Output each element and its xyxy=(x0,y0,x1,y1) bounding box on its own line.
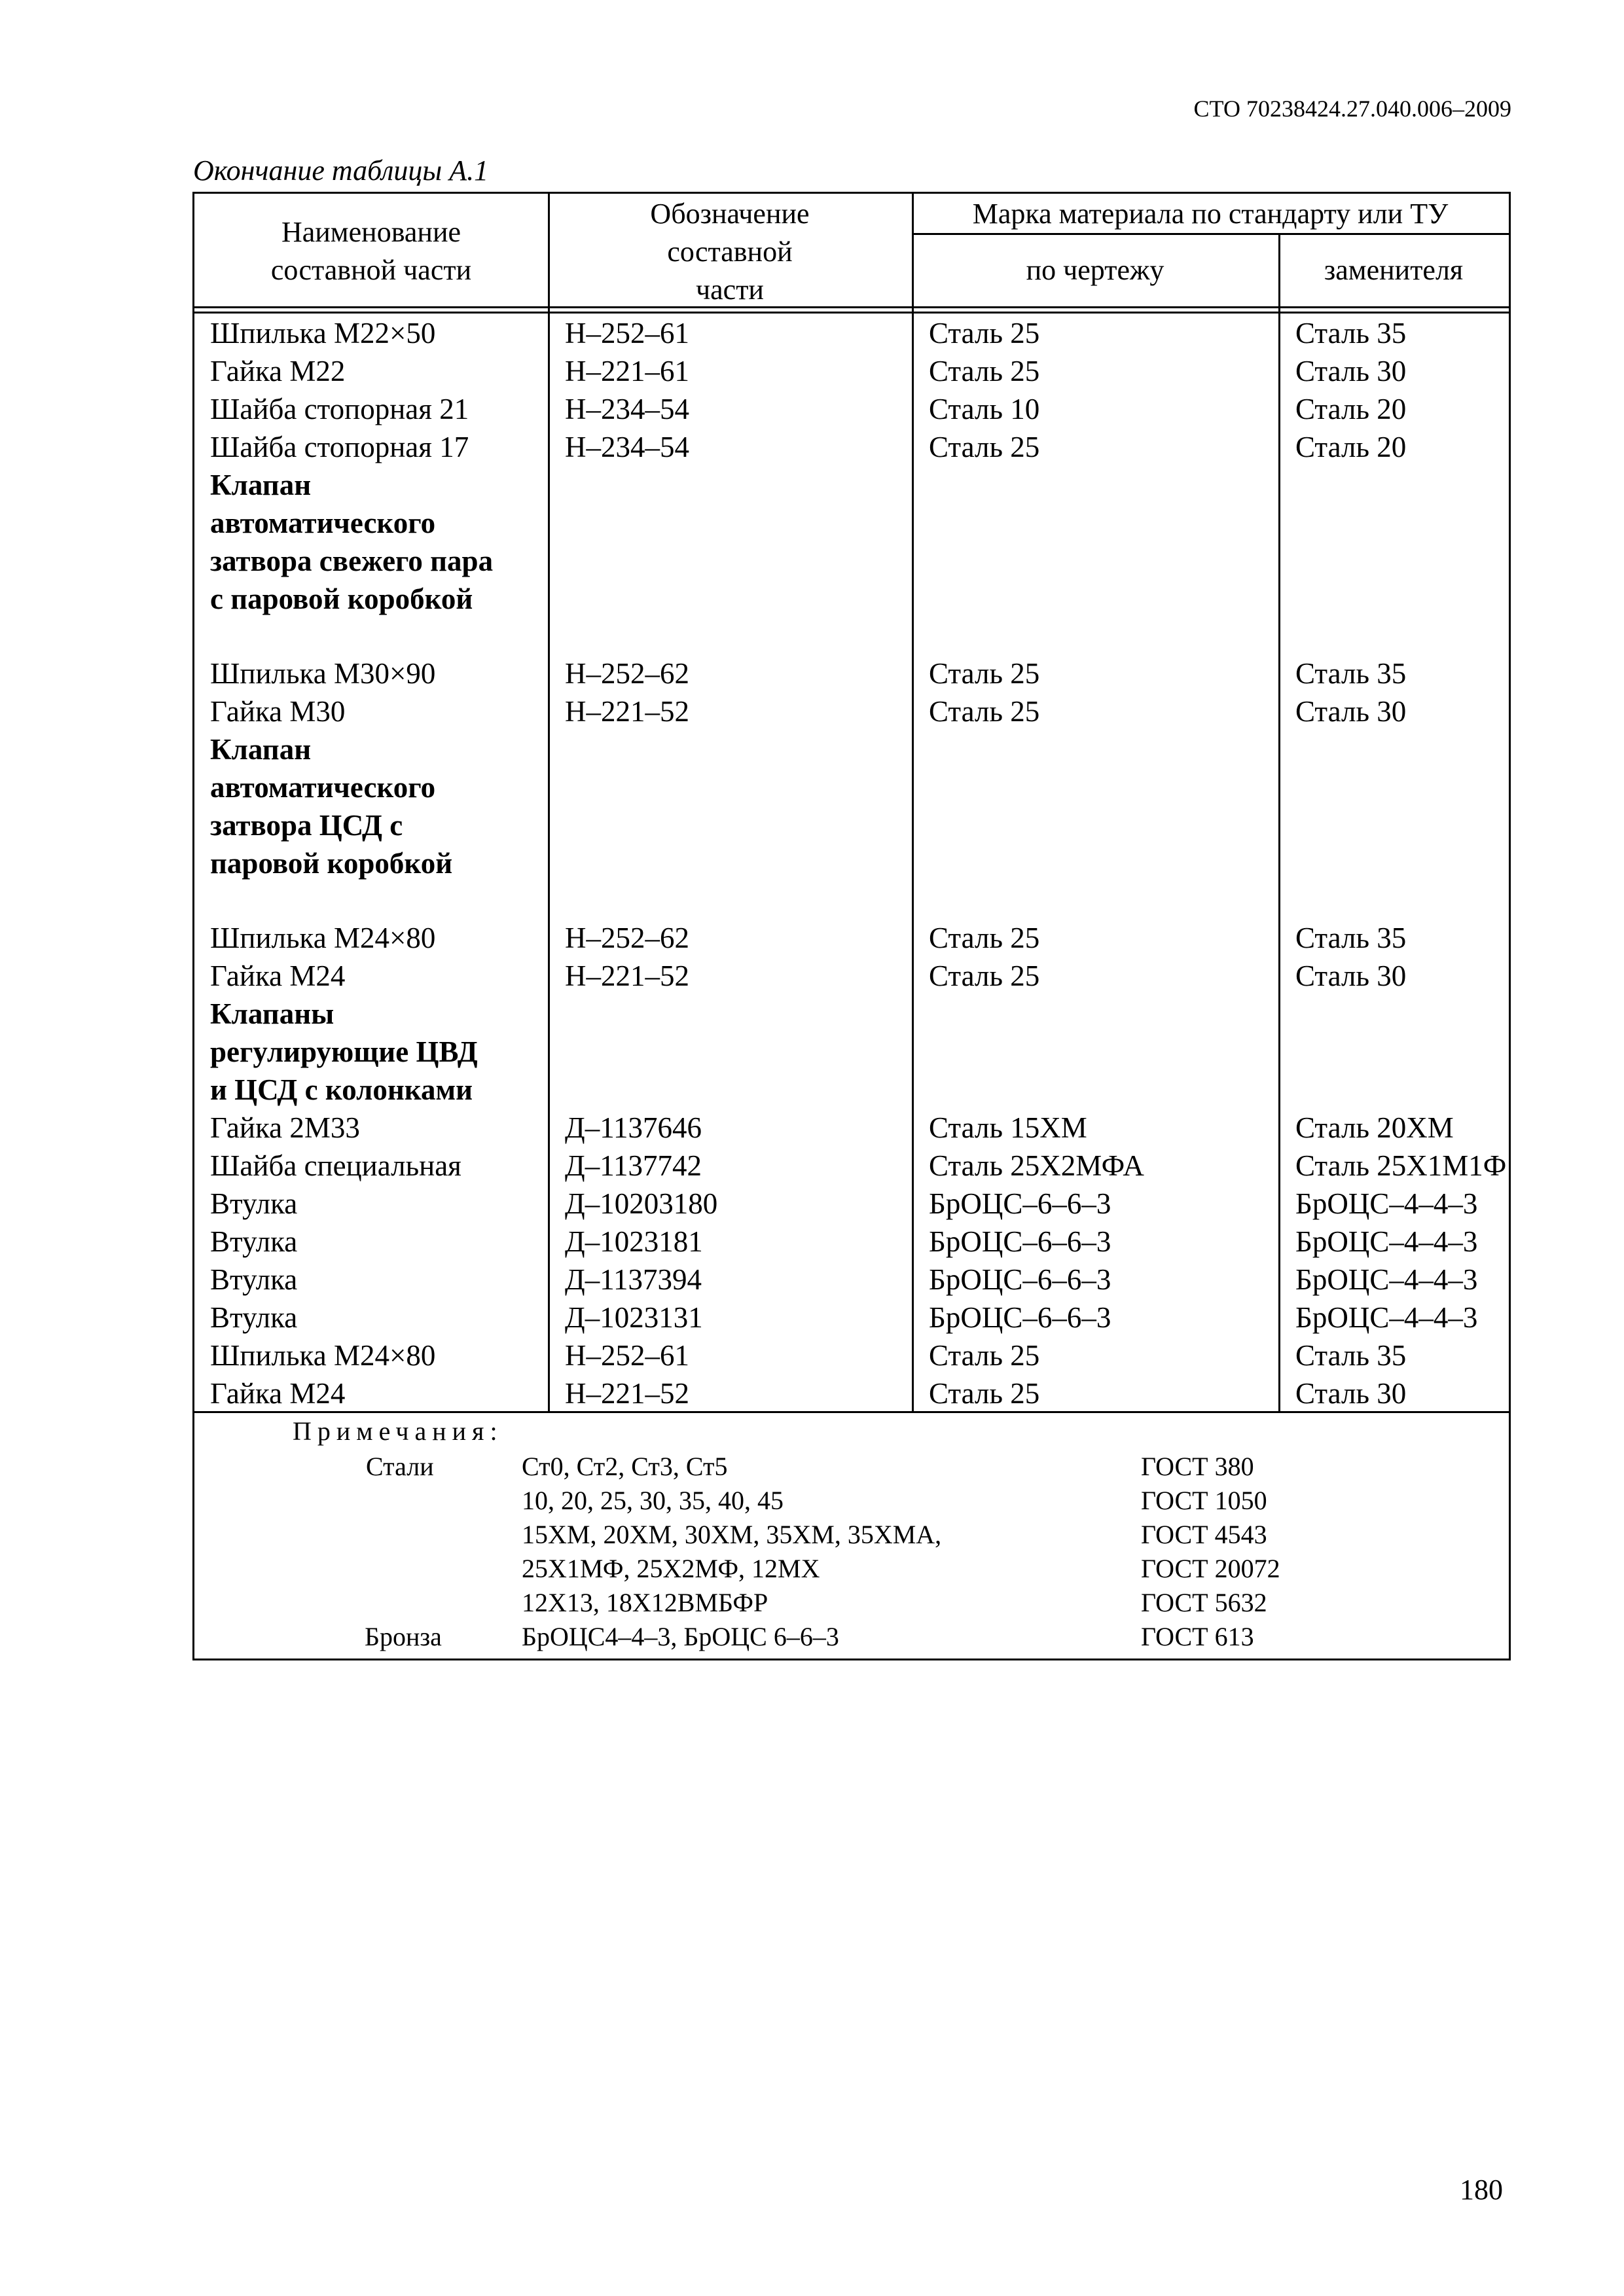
cell-designation: Н–221–52 xyxy=(565,960,689,992)
section-heading-row xyxy=(194,768,1509,806)
cell-substitute-material: Сталь 30 xyxy=(1295,960,1407,992)
cell-name: регулирующие ЦВД xyxy=(210,1035,478,1068)
cell-drawing-material: БрОЦС–6–6–3 xyxy=(929,1263,1111,1296)
notes-materials: 12Х13, 18Х12ВМБФР xyxy=(522,1588,768,1617)
notes-standard: ГОСТ 1050 xyxy=(1141,1486,1267,1515)
table-row xyxy=(194,1336,1509,1374)
section-heading-row xyxy=(194,995,1509,1033)
cell-name: Втулка xyxy=(210,1301,298,1334)
cell-drawing-material: Сталь 25Х2МФА xyxy=(929,1149,1144,1182)
cell-drawing-material: Сталь 15ХМ xyxy=(929,1111,1087,1144)
cell-name: и ЦСД с колонками xyxy=(210,1073,473,1106)
header-name-line-2: составной части xyxy=(270,254,472,286)
materials-table xyxy=(192,192,1511,1660)
notes-materials: БрОЦС4–4–3, БрОЦС 6–6–3 xyxy=(522,1622,839,1651)
cell-designation: Н–234–54 xyxy=(565,431,689,463)
table-row xyxy=(194,655,1509,692)
cell-designation: Н–252–61 xyxy=(565,1339,689,1372)
cell-drawing-material: Сталь 25 xyxy=(929,355,1040,387)
section-heading-row xyxy=(194,504,1509,542)
cell-name: Гайка М30 xyxy=(210,695,346,728)
notes-standard: ГОСТ 380 xyxy=(1141,1452,1254,1481)
header-name xyxy=(194,213,548,289)
table-row xyxy=(194,692,1509,730)
cell-name: затвора свежего пара xyxy=(210,545,494,577)
section-heading-row xyxy=(194,580,1509,618)
header-material-group: Марка материала по стандарту или ТУ xyxy=(972,198,1449,230)
cell-name: Клапаны xyxy=(210,997,334,1030)
cell-substitute-material: Сталь 35 xyxy=(1295,922,1407,954)
cell-name: Шайба стопорная 21 xyxy=(210,393,469,425)
header-substitute: заменителя xyxy=(1324,254,1464,286)
cell-substitute-material: Сталь 30 xyxy=(1295,355,1407,387)
notes-label: Бронза xyxy=(365,1622,442,1651)
cell-substitute-material: Сталь 20 xyxy=(1295,431,1407,463)
cell-name: паровой коробкой xyxy=(210,847,453,880)
cell-name: Шпилька М30×90 xyxy=(210,657,436,690)
table-row xyxy=(194,1223,1509,1261)
cell-designation: Д–1137742 xyxy=(565,1149,702,1182)
notes-materials: Ст0, Ст2, Ст3, Ст5 xyxy=(522,1452,728,1481)
cell-name: Гайка 2М33 xyxy=(210,1111,360,1144)
cell-drawing-material: Сталь 25 xyxy=(929,1377,1040,1410)
table-row xyxy=(194,390,1509,428)
table-row xyxy=(194,1299,1509,1336)
cell-name: Клапан xyxy=(210,733,312,766)
cell-drawing-material: БрОЦС–6–6–3 xyxy=(929,1187,1111,1220)
cell-designation: Д–1023181 xyxy=(565,1225,703,1258)
table-row xyxy=(194,1109,1509,1147)
notes-label: Стали xyxy=(366,1452,434,1481)
notes-materials: 25Х1МФ, 25Х2МФ, 12МХ xyxy=(522,1554,820,1583)
notes-materials: 10, 20, 25, 30, 35, 40, 45 xyxy=(522,1486,784,1515)
document-code: СТО 70238424.27.040.006–2009 xyxy=(1193,96,1511,122)
section-heading-row xyxy=(194,542,1509,580)
header-bottom-rule-double xyxy=(194,312,1509,314)
cell-designation: Н–221–52 xyxy=(565,1377,689,1410)
table-row xyxy=(194,1147,1509,1185)
cell-drawing-material: Сталь 25 xyxy=(929,695,1040,728)
table-caption: Окончание таблицы А.1 xyxy=(193,154,489,187)
section-heading-row xyxy=(194,844,1509,882)
cell-substitute-material: БрОЦС–4–4–3 xyxy=(1295,1187,1478,1220)
cell-drawing-material: БрОЦС–6–6–3 xyxy=(929,1301,1111,1334)
cell-designation: Н–234–54 xyxy=(565,393,689,425)
header-name-line-1: Наименование xyxy=(281,216,461,248)
table-row xyxy=(194,428,1509,466)
cell-substitute-material: Сталь 25Х1М1Ф xyxy=(1295,1149,1507,1182)
cell-name: Шпилька М24×80 xyxy=(210,1339,436,1372)
cell-name: Втулка xyxy=(210,1263,298,1296)
cell-name: Втулка xyxy=(210,1225,298,1258)
header-designation-line-1: Обозначение xyxy=(650,198,810,230)
cell-designation: Д–10203180 xyxy=(565,1187,718,1220)
cell-name: Гайка М24 xyxy=(210,1377,346,1410)
cell-name: Шайба специальная xyxy=(210,1149,461,1182)
cell-substitute-material: Сталь 35 xyxy=(1295,657,1407,690)
cell-substitute-material: Сталь 20ХМ xyxy=(1295,1111,1454,1144)
header-designation-line-2: составной xyxy=(667,236,793,268)
cell-name: Шпилька М24×80 xyxy=(210,922,436,954)
cell-substitute-material: Сталь 35 xyxy=(1295,1339,1407,1372)
notes-standard: ГОСТ 4543 xyxy=(1141,1520,1267,1549)
section-heading-row xyxy=(194,806,1509,844)
cell-designation: Н–252–61 xyxy=(565,317,689,350)
cell-designation: Н–221–61 xyxy=(565,355,689,387)
header-drawing: по чертежу xyxy=(1026,254,1164,286)
cell-designation: Д–1137646 xyxy=(565,1111,702,1144)
cell-designation: Н–252–62 xyxy=(565,922,689,954)
cell-designation: Д–1137394 xyxy=(565,1263,702,1296)
cell-name: Клапан xyxy=(210,469,312,501)
table-row xyxy=(194,314,1509,352)
cell-name: с паровой коробкой xyxy=(210,583,473,615)
cell-drawing-material: Сталь 25 xyxy=(929,317,1040,350)
cell-designation: Н–252–62 xyxy=(565,657,689,690)
table-row xyxy=(194,352,1509,390)
cell-name: автоматического xyxy=(210,771,436,804)
section-heading-row xyxy=(194,1071,1509,1109)
notes-title: Примечания: xyxy=(293,1416,503,1446)
cell-substitute-material: БрОЦС–4–4–3 xyxy=(1295,1301,1478,1334)
section-heading-row xyxy=(194,466,1509,504)
cell-substitute-material: Сталь 35 xyxy=(1295,317,1407,350)
table-row xyxy=(194,1185,1509,1223)
notes-materials: 15ХМ, 20ХМ, 30ХМ, 35ХМ, 35ХМА, xyxy=(522,1520,942,1549)
cell-drawing-material: Сталь 25 xyxy=(929,960,1040,992)
cell-designation: Д–1023131 xyxy=(565,1301,703,1334)
cell-name: Гайка М24 xyxy=(210,960,346,992)
header-subdivider xyxy=(912,233,1509,235)
cell-drawing-material: Сталь 25 xyxy=(929,431,1040,463)
cell-drawing-material: БрОЦС–6–6–3 xyxy=(929,1225,1111,1258)
cell-substitute-material: БрОЦС–4–4–3 xyxy=(1295,1225,1478,1258)
header-designation-line-3: части xyxy=(696,274,764,306)
cell-drawing-material: Сталь 10 xyxy=(929,393,1040,425)
cell-substitute-material: Сталь 30 xyxy=(1295,1377,1407,1410)
cell-name: Шайба стопорная 17 xyxy=(210,431,469,463)
cell-drawing-material: Сталь 25 xyxy=(929,922,1040,954)
table-row xyxy=(194,1261,1509,1299)
cell-substitute-material: Сталь 20 xyxy=(1295,393,1407,425)
table-row xyxy=(194,1374,1509,1412)
cell-drawing-material: Сталь 25 xyxy=(929,1339,1040,1372)
table-row xyxy=(194,957,1509,995)
table-row xyxy=(194,919,1509,957)
section-heading-row xyxy=(194,1033,1509,1071)
notes-standard: ГОСТ 20072 xyxy=(1141,1554,1280,1583)
notes-standard: ГОСТ 5632 xyxy=(1141,1588,1267,1617)
page-number: 180 xyxy=(1460,2174,1503,2206)
header-designation xyxy=(548,195,912,309)
cell-name: Втулка xyxy=(210,1187,298,1220)
notes-standard: ГОСТ 613 xyxy=(1141,1622,1254,1651)
section-heading-row xyxy=(194,730,1509,768)
cell-name: Шпилька М22×50 xyxy=(210,317,436,350)
cell-substitute-material: БрОЦС–4–4–3 xyxy=(1295,1263,1478,1296)
cell-name: Гайка М22 xyxy=(210,355,346,387)
cell-designation: Н–221–52 xyxy=(565,695,689,728)
cell-name: автоматического xyxy=(210,507,436,539)
cell-drawing-material: Сталь 25 xyxy=(929,657,1040,690)
cell-name: затвора ЦСД с xyxy=(210,809,403,842)
cell-substitute-material: Сталь 30 xyxy=(1295,695,1407,728)
